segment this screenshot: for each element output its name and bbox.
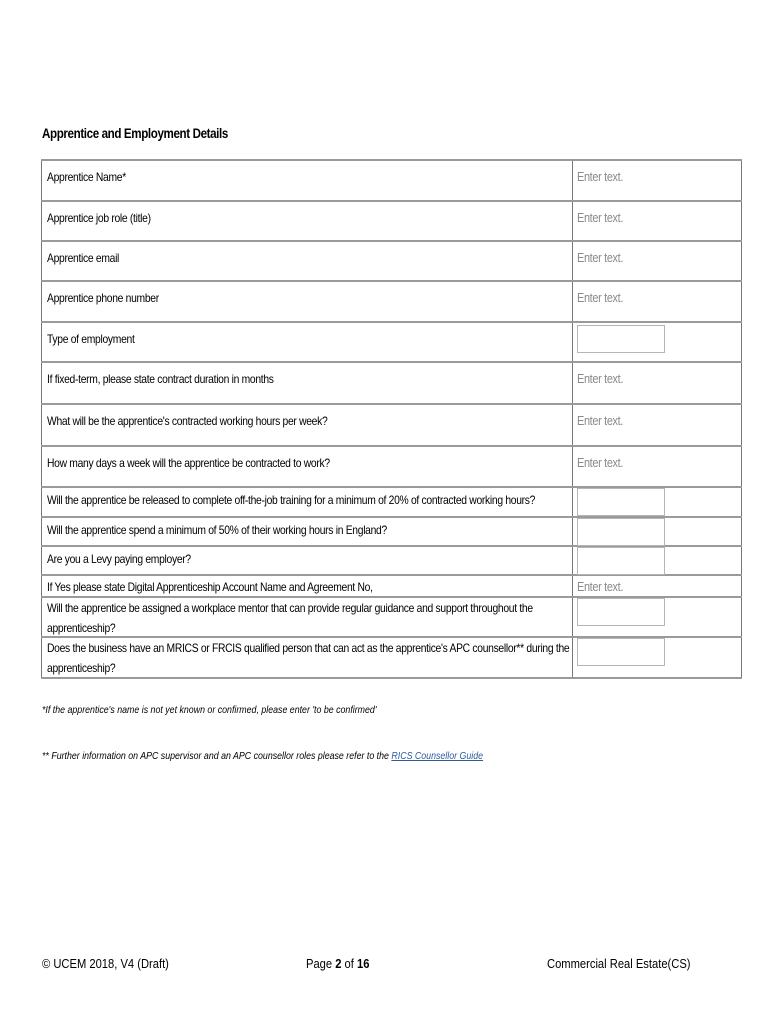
footer-copyright: © UCEM 2018, V4 (Draft): [42, 956, 169, 971]
answer-placeholder[interactable]: Enter text.: [577, 413, 624, 428]
question-cell: How many days a week will the apprentice be contracted to work?: [41, 447, 573, 486]
table-row: [41, 282, 742, 323]
answer-cell: [573, 323, 742, 361]
footnote-apc-counsellor: [42, 750, 483, 762]
question-cell: What will be the apprentice's contracted working hours per week?: [41, 405, 573, 445]
table-row: [41, 405, 742, 447]
off-the-job-dropdown[interactable]: [577, 488, 665, 516]
table-row: [41, 323, 742, 363]
answer-cell: [573, 547, 742, 574]
table-row: [41, 447, 742, 488]
footer-doc-title: Commercial Real Estate(CS): [547, 956, 691, 971]
question-cell: Apprentice email: [41, 242, 573, 280]
question-cell: Will the apprentice spend a minimum of 50% of their working hours in England?: [41, 518, 573, 545]
footer-page-number: [306, 956, 369, 971]
question-cell: Apprentice phone number: [41, 282, 573, 321]
answer-placeholder[interactable]: Enter text.: [577, 455, 624, 470]
email-field[interactable]: [573, 242, 742, 280]
answer-placeholder[interactable]: Enter text.: [577, 250, 624, 265]
table-row: [41, 488, 742, 518]
answer-cell: [573, 638, 742, 677]
apprentice-details-table: [41, 159, 742, 679]
table-row: [41, 202, 742, 242]
section-title: Apprentice and Employment Details: [42, 126, 228, 141]
table-row: [41, 518, 742, 547]
page-label: Page: [306, 956, 336, 971]
page-of: of: [341, 956, 357, 971]
answer-cell: [573, 518, 742, 545]
question-cell: Does the business have an MRICS or FRCIS qualified person that can act as the apprentice's APC counsellor** during the apprenticeship?: [41, 638, 573, 677]
table-row: [41, 161, 742, 202]
levy-dropdown[interactable]: [577, 547, 665, 575]
rics-counsellor-guide-link[interactable]: RICS Counsellor Guide: [391, 750, 484, 762]
answer-placeholder[interactable]: Enter text.: [577, 579, 624, 594]
question-cell: Apprentice Name*: [41, 161, 573, 200]
phone-field[interactable]: [573, 282, 742, 321]
question-cell: If fixed-term, please state contract duration in months: [41, 363, 573, 403]
days-per-week-field[interactable]: [573, 447, 742, 486]
answer-placeholder[interactable]: Enter text.: [577, 210, 624, 225]
table-row: [41, 598, 742, 638]
answer-placeholder[interactable]: Enter text.: [577, 371, 624, 386]
question-cell: Apprentice job role (title): [41, 202, 573, 240]
table-row: [41, 576, 742, 598]
footnote-text: ** Further information on APC supervisor and an APC counsellor roles please refer to the: [42, 750, 392, 762]
table-row: [41, 547, 742, 576]
question-cell: Type of employment: [41, 323, 573, 361]
question-cell: If Yes please state Digital Apprenticeship Account Name and Agreement No,: [41, 576, 573, 596]
answer-placeholder[interactable]: Enter text.: [577, 169, 624, 184]
table-row: [41, 638, 742, 679]
employment-type-dropdown[interactable]: [577, 325, 665, 353]
account-name-field[interactable]: [573, 576, 742, 596]
table-row: [41, 363, 742, 405]
table-row: [41, 242, 742, 282]
question-cell: Will the apprentice be assigned a workplace mentor that can provide regular guidance and support throughout the apprenticeship?: [41, 598, 573, 636]
job-role-field[interactable]: [573, 202, 742, 240]
question-cell: Will the apprentice be released to complete off-the-job training for a minimum of 20% of contracted working hours?: [41, 488, 573, 516]
question-cell: Are you a Levy paying employer?: [41, 547, 573, 574]
apc-counsellor-dropdown[interactable]: [577, 638, 665, 666]
answer-cell: [573, 488, 742, 516]
mentor-dropdown[interactable]: [577, 598, 665, 626]
page-current: 2: [335, 956, 342, 971]
england-hours-dropdown[interactable]: [577, 518, 665, 546]
working-hours-field[interactable]: [573, 405, 742, 445]
answer-placeholder[interactable]: Enter text.: [577, 290, 624, 305]
footnote-apprentice-name: *If the apprentice's name is not yet known or confirmed, please enter 'to be confirmed': [42, 704, 377, 716]
page-total: 16: [356, 956, 370, 971]
contract-duration-field[interactable]: [573, 363, 742, 403]
apprentice-name-field[interactable]: [573, 161, 742, 200]
answer-cell: [573, 598, 742, 636]
